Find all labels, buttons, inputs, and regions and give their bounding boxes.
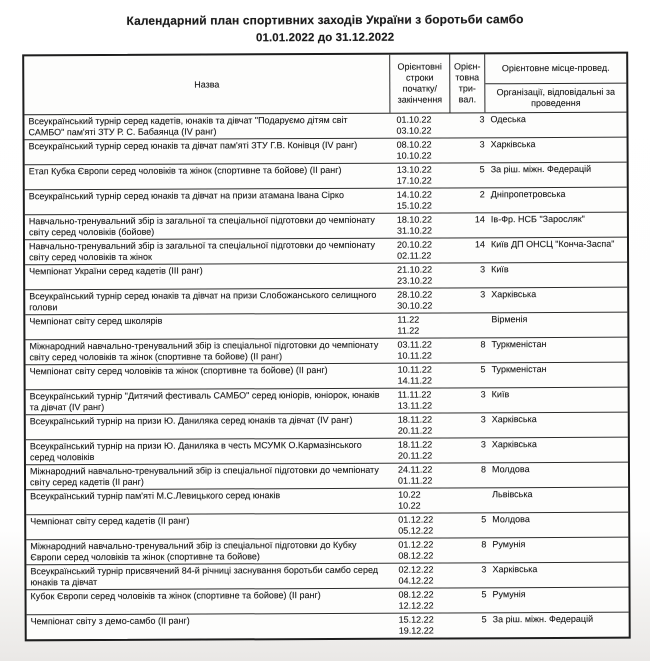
name-cell: Чемпіонат України серед кадетів (III ранг) [29,265,203,277]
dates-cell [391,213,453,237]
name-cell: Всеукраїнський турнір "Дитячий фестиваль САМБО" серед юніорів, юніорок, юнаків та дівчат (IV ранг) [29,389,380,413]
duration-cell [453,313,486,337]
location-cell: Харківська [491,439,537,450]
date-start: 01.12.22 [398,514,434,525]
duration-cell: 3 [479,139,485,150]
date-end: 05.12.22 [398,525,434,536]
dates-cell [392,538,454,562]
location-cell: Дніпропетровська [490,188,566,200]
dates-cell [391,313,453,337]
table-row [26,413,628,441]
calendar-table [22,52,631,642]
table-row [26,513,628,541]
date-end: 17.10.22 [396,175,432,186]
name-cell: Чемпіонат світу серед чоловіків та жінок (спортивне та бойове) (II ранг) [29,364,328,377]
location-cell: Харківська [490,139,536,150]
location-cell: Харківська [491,414,537,425]
table-row [26,363,628,391]
dates-cell [393,588,455,612]
name-cell: Всеукраїнський турнір присвячений 84-й річниці заснування боротьби самбо серед юнаків та дівчат [30,564,379,588]
table-body [24,113,628,640]
duration-cell: 5 [481,589,487,600]
dates-cell [391,238,453,262]
date-end: 30.10.22 [397,300,433,311]
name-cell: Всеукраїнський турнір серед юнаків та дівчат на призи Слобожанського селищного голови [29,289,377,313]
date-start: 08.12.22 [398,589,434,600]
date-start: 11.11.22 [397,389,432,400]
dates-cell [391,288,453,312]
duration-cell: 3 [479,114,485,125]
duration-cell: 5 [481,514,487,525]
dates-cell [392,513,454,537]
table-row [25,163,627,191]
date-end: 10.22 [398,500,421,511]
location-cell: Ів-Фр. НСБ "Заросляк" [490,213,585,225]
date-end: 20.11.22 [397,450,433,461]
header-place-top-cell: Орієнтовне місце-провед. [485,54,626,84]
name-cell: Етап Кубка Європи серед чоловіків та жінок (спортивне та бойове) (II ранг) [28,164,342,177]
duration-cell: 2 [479,189,485,200]
duration-cell: 5 [481,614,487,625]
location-cell: Харківська [491,289,537,300]
duration-cell: 3 [480,414,486,425]
header-name-cell: Назва [24,55,390,115]
date-end: 04.12.22 [398,575,434,586]
name-cell: Чемпіонат світу серед школярів [29,315,163,327]
date-end: 31.10.22 [396,225,433,236]
table-row [26,438,628,466]
table-row [25,238,627,266]
name-cell: Всеукраїнський турнір серед юнаків та дівчат пам'яті ЗТУ Г.В. Конівця (IV ранг) [28,139,358,152]
dates-cell [392,363,454,387]
table-row [26,538,628,566]
header-place-bottom-cell: Організації, відповідальні за проведення [496,86,616,108]
date-end: 11.22 [397,325,420,336]
location-cell: Туркменістан [491,364,547,375]
dates-cell [392,388,454,412]
location-cell: Румунія [492,589,526,600]
date-end: 10.11.22 [397,350,432,361]
name-cell: Всеукраїнський турнір на призи Ю. Даниляка серед юнаків та дівчат (IV ранг) [29,414,353,427]
date-end: 15.10.22 [396,200,432,211]
date-start: 18.10.22 [396,214,432,225]
date-end: 10.10.22 [396,150,432,161]
location-cell: Румунія [492,539,526,550]
location-cell: Молдова [492,514,530,525]
dates-cell [391,163,453,187]
duration-cell: 14 [474,214,485,225]
duration-cell: 8 [480,464,487,475]
location-cell: Київ [491,389,510,400]
duration-cell: 3 [480,264,486,275]
dates-cell [391,338,453,362]
name-cell: Міжнародний навчально-тренувальний збір із спеціальної підготовки до чемпіонату світу серед чоловіків та жінок (спортивне та бойове) (II ранг) [29,339,379,363]
dates-cell [391,188,453,212]
location-cell: Київ [491,264,509,275]
duration-cell: 8 [481,539,487,550]
date-end: 01.11.22 [398,475,433,486]
dates-cell [392,438,454,462]
dates-cell [391,263,453,287]
table-row [25,338,627,366]
date-start: 24.11.22 [397,464,433,475]
name-cell: Всеукраїнський турнір серед юнаків та дівчат на призи атамана Івана Сірко [28,189,344,202]
dates-cell [390,113,452,137]
date-start: 14.10.22 [396,189,432,200]
name-cell: Навчально-тренувальний збір із загальної та спеціальної підготовки до чемпіонату світу серед чоловіків та жінок [28,239,376,263]
header-duration-cell: Орієн- товна три- вал. [453,61,481,105]
date-start: 01.12.22 [398,539,434,550]
header-dates-cell: Орієнтовні строки початку/ закінчення [397,61,443,105]
document-title [0,12,650,48]
date-end: 12.12.22 [398,600,434,611]
date-end: 02.11.22 [397,250,432,261]
name-cell: Всеукраїнський турнір пам'яті М.С.Левицького серед юнаків [30,490,281,502]
name-cell: Чемпіонат світу серед кадетів (II ранг) [30,515,190,527]
date-start: 15.12.22 [398,614,434,625]
date-start: 18.11.22 [397,414,433,425]
table-header-row [24,54,626,116]
date-start: 01.10.22 [396,114,432,125]
date-start: 18.11.22 [397,439,433,450]
duration-cell: 5 [479,164,485,175]
table-row [25,188,627,216]
table-row [25,263,627,291]
table-row [25,213,627,241]
date-start: 20.10.22 [396,239,433,250]
dates-cell [392,463,454,487]
date-start: 28.10.22 [397,289,433,300]
location-cell: Одеська [490,114,526,125]
duration-cell: 5 [480,364,486,375]
date-end: 23.10.22 [397,275,433,286]
date-start: 10.11.22 [397,364,432,375]
duration-cell: 14 [474,239,486,250]
name-cell: Міжнародний навчально-тренувальний збір із спеціальної підготовки до Кубку Європи серед чоловіків та жінок (спортивне та бойове) [30,539,357,563]
date-end: 03.10.22 [396,125,432,136]
dates-cell [392,413,454,437]
location-cell: Вірменія [491,314,528,325]
date-end: 20.11.22 [397,425,433,436]
duration-cell [454,488,487,512]
date-start: 21.10.22 [397,264,433,275]
date-end: 19.12.22 [398,625,434,636]
date-end: 13.11.22 [397,400,433,411]
duration-cell: 3 [481,564,487,575]
location-cell: Харківська [492,564,538,575]
dates-cell [393,613,455,637]
page-subtitle-dates: 01.01.2022 до 31.12.2022 [255,31,395,45]
duration-cell: 8 [480,339,486,350]
date-end: 08.12.22 [398,550,434,561]
table-row [27,588,629,616]
location-cell: Київ ДП ОНСЦ "Конча-Заспа" [490,238,615,250]
date-start: 11.22 [397,314,420,325]
table-row [25,288,627,316]
date-start: 13.10.22 [396,164,432,175]
duration-cell: 3 [480,289,486,300]
table-row [26,488,628,516]
dates-cell [391,138,453,162]
duration-cell: 3 [480,389,486,400]
name-cell: Навчально-тренувальний збір із загальної та спеціальної підготовки до чемпіонату світу серед чоловіків (бойове) [28,214,375,238]
date-start: 08.10.22 [396,139,432,150]
table-row [26,388,628,416]
date-start: 02.12.22 [398,564,434,575]
location-cell: За ріш. міжн. Федерацій [490,163,592,175]
name-cell: Всеукраїнський турнір на призи Ю. Даниляка в честь МСУМК О.Кармазінського серед чоловіків [29,439,362,463]
table-row [26,463,628,491]
date-end: 14.11.22 [397,375,433,386]
table-row [26,563,628,591]
name-cell: Міжнародний навчально-тренувальний збір із спеціальної підготовки до чемпіонату світу серед кадетів (II ранг) [29,464,379,488]
dates-cell [392,488,454,512]
dates-cell [392,563,454,587]
table-row [25,313,627,341]
name-cell: Кубок Європи серед чоловіків та жінок (спортивне та бойове) (II ранг) [30,590,321,602]
name-cell: Чемпіонат світу з демо-самбо (II ранг) [30,615,190,627]
date-start: 10.22 [398,489,421,500]
location-cell: За ріш. міжн. Федерацій [492,613,594,625]
location-cell: Туркменістан [491,339,547,350]
table-row [24,113,626,141]
location-cell: Молдова [491,464,530,475]
page-title: Календарний план спортивних заходів України з боротьби самбо [126,12,524,28]
duration-cell: 3 [480,439,486,450]
table-row [27,613,629,640]
date-start: 03.11.22 [397,339,432,350]
header-place-cell [485,54,626,113]
name-cell: Всеукраїнський турнір серед кадетів, юнаків та дівчат "Подаруємо дітям світ САМБО" пам'яті ЗТУ Р. С. Бабаянца (IV ранг) [28,114,348,138]
table-row [25,138,627,166]
location-cell: Львівська [492,489,533,500]
